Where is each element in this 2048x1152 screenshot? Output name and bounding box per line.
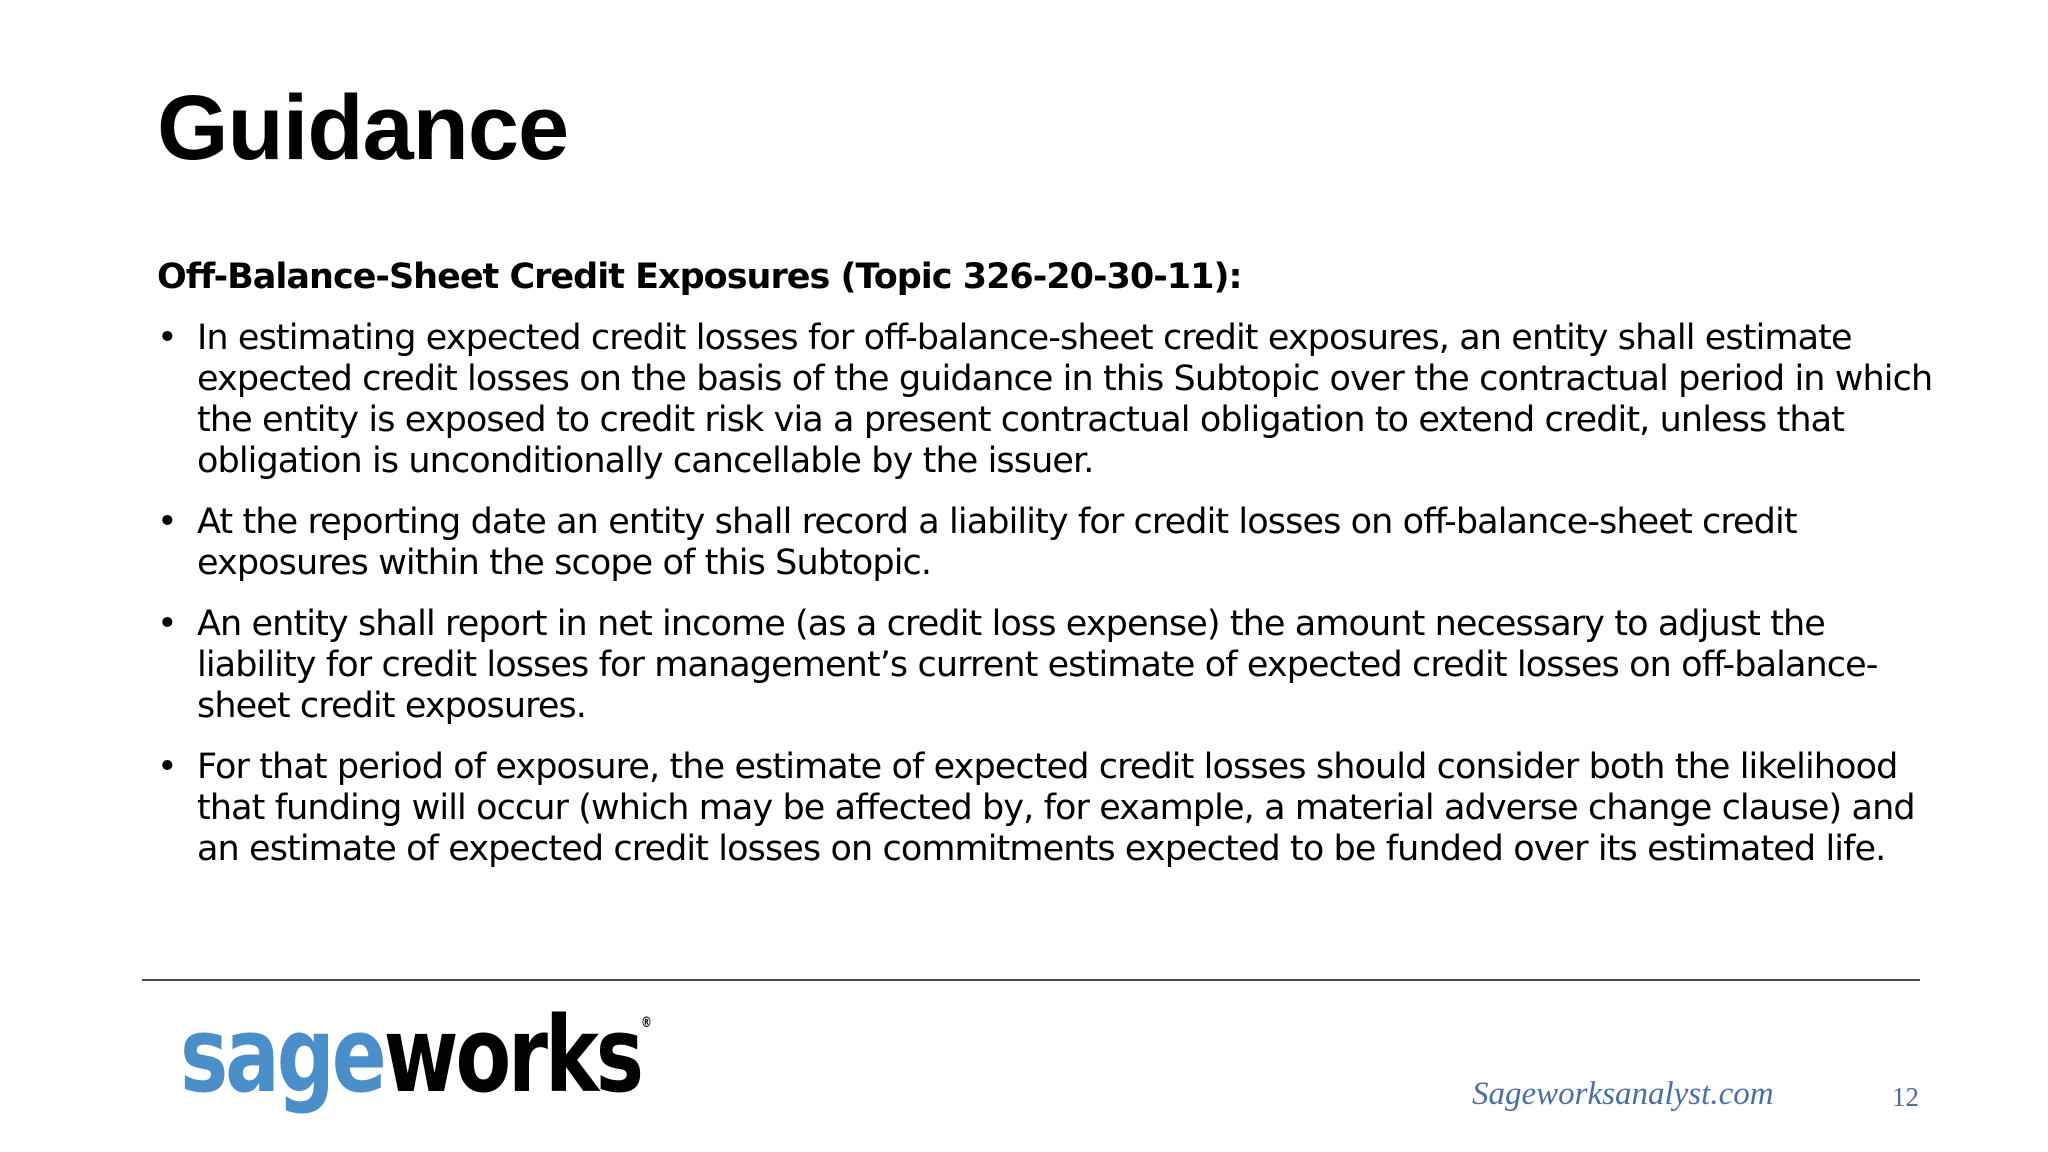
bullet-list [157, 318, 1947, 890]
bullet-icon: • [157, 502, 177, 542]
footer-url: Sageworksanalyst.com [1472, 1076, 1774, 1112]
bullet-icon: • [157, 318, 177, 358]
bullet-text: For that period of exposure, the estimate of expected credit losses should consider both the likelihood that funding will occur (which may be affected by, for example, a material adverse change clause) and an estimate of expected credit losses on commitments expected to be funded over its estimated life. [197, 747, 1915, 869]
bullet-icon: • [157, 604, 177, 644]
bullet-item [157, 747, 1947, 870]
bullet-text: In estimating expected credit losses for off-balance-sheet credit exposures, an entity shall estimate expected credit losses on the basis of the guidance in this Subtopic over the contractual period in which the entity is exposed to credit risk via a present contractual obligation to extend credit, unless that obligation is unconditionally cancellable by the issuer. [197, 318, 1933, 481]
bullet-item [157, 604, 1947, 727]
bullet-icon: • [157, 747, 177, 787]
bullet-text: An entity shall report in net income (as a credit loss expense) the amount necessary to adjust the liability for credit losses for management’s current estimate of expected credit losses on off-balance-sheet credit exposures. [197, 604, 1878, 726]
bullet-item [157, 502, 1947, 584]
page-number: 12 [1892, 1082, 1919, 1112]
bullet-text: At the reporting date an entity shall record a liability for credit losses on off-balance-sheet credit exposures within the scope of this Subtopic. [197, 502, 1797, 583]
logo-works-text: works [383, 994, 641, 1116]
logo-sage-text: sage [180, 994, 384, 1116]
section-subheading: Off-Balance-Sheet Credit Exposures (Topic 326-20-30-11): [157, 257, 1242, 297]
footer-divider [142, 979, 1920, 981]
slide-title: Guidance [157, 77, 569, 179]
bullet-item [157, 318, 1947, 482]
sageworks-logo [180, 994, 652, 1116]
registered-mark: ® [640, 1015, 652, 1031]
